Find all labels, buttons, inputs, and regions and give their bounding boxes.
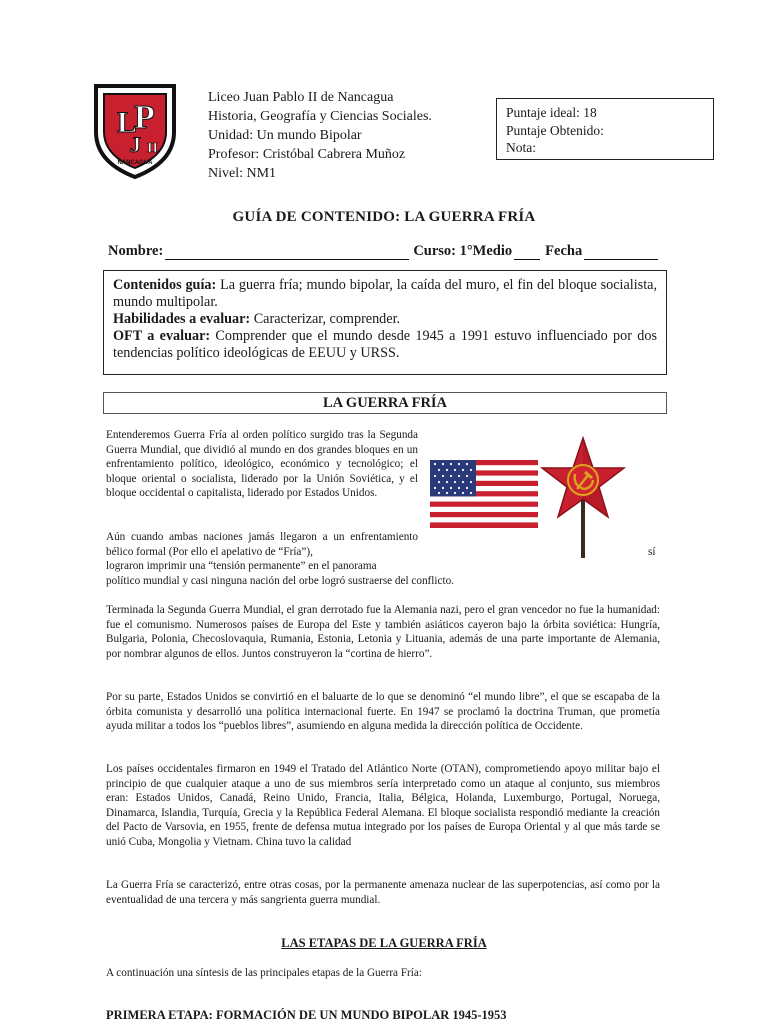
- svg-text:L: L: [117, 106, 138, 139]
- document-title: GUÍA DE CONTENIDO: LA GUERRA FRÍA: [232, 209, 536, 225]
- school-info: [208, 88, 432, 183]
- school-line: Profesor: Cristóbal Cabrera Muñoz: [208, 147, 406, 162]
- contents-label: Contenidos guía:: [113, 277, 217, 293]
- paragraph-definition: Entenderemos Guerra Fría al orden político surgido tras la Segunda Guerra Mundial, que dividió al mundo en dos grandes bloques en un enfrentamiento político, ideológico, económico y tecnológico; el bloque oriental o socialista, liderado por la Unión Soviética, y el bloque occidental o capitalista, liderado por Estados Unidos.: [106, 429, 418, 499]
- svg-text:II: II: [147, 141, 158, 156]
- contents-row: [113, 277, 657, 311]
- svg-text:J: J: [130, 132, 141, 157]
- svg-text:P: P: [134, 99, 155, 136]
- skills-label: Habilidades a evaluar:: [113, 311, 251, 327]
- oft-label: OFT a evaluar:: [113, 328, 211, 344]
- name-blank[interactable]: [165, 247, 409, 260]
- paragraph-nato: Los países occidentales firmaron en 1949 el Tratado del Atlántico Norte (OTAN), comprometiendo apoyo militar bajo el principio de que cualquier ataque a uno de sus miembros sería interpretado como un ataque al conjunto, sus miembros eran: Estados Unidos, Canadá, Reino Unido, Francia, Italia, Bélgica, Holanda, Luxemburgo, Portugal, Noruega, Dinamarca, Islandia, Turquía, Grecia y la República Federal Alemana. El bloque socialista respondió mediante la creación del Pacto de Varsovia, en 1955, frente de defensa mutua integrado por los países de Europa Oriental y al que más tarde se unió Cuba, Mongolia y Vietnam. China tuvo la calidad: [106, 763, 660, 848]
- course-label: Curso: 1°Medio: [413, 243, 513, 259]
- school-line: Nivel: NM1: [208, 166, 277, 181]
- name-label: Nombre:: [108, 243, 164, 259]
- soviet-star-image: [540, 436, 626, 560]
- school-line: Historia, Geografía y Ciencias Sociales.: [208, 109, 432, 124]
- paragraph-tension-c: político mundial y casi ninguna nación del orbe logró sustraerse del conflicto.: [106, 575, 454, 587]
- school-line: Liceo Juan Pablo II de Nancagua: [208, 90, 394, 105]
- skills-text: Caracterizar, comprender.: [250, 311, 401, 327]
- school-line: Unidad: Un mundo Bipolar: [208, 128, 362, 143]
- paragraph-tension-si: sí: [648, 546, 656, 558]
- oft-row: [113, 328, 657, 362]
- school-logo: [92, 80, 178, 180]
- objectives-box: [103, 270, 667, 375]
- paragraph-postwar: Terminada la Segunda Guerra Mundial, el gran derrotado fue la Alemania nazi, pero el gran vencedor no fue la humanidad: fue el comunismo. Numerosos países de Europa del Este y también asiáticos cayeron bajo la órbita soviética: Hungría, Bulgaria, Polonia, Checoslovaquia, Rumania, Estonia, Letonia y Lituania, además de una parte importante de Alemania, por nombrar algunos de ellos. Juntos construyeron la “cortina de hierro”.: [106, 604, 660, 660]
- paragraph-nuclear: La Guerra Fría se caracterizó, entre otras cosas, por la permanente amenaza nuclear de las superpotencias, así como por la eventualidad de una tercera y más sangrienta guerra mundial.: [106, 879, 660, 906]
- first-stage-heading: PRIMERA ETAPA: FORMACIÓN DE UN MUNDO BIPOLAR 1945-1953: [106, 1008, 507, 1022]
- logo-caption: NANCAGUA: [117, 160, 153, 166]
- score-box: [496, 98, 714, 160]
- grade: Nota:: [506, 140, 536, 155]
- section-title: LA GUERRA FRÍA: [103, 392, 667, 414]
- skills-row: [113, 311, 657, 328]
- usa-flag-image: [430, 460, 538, 528]
- ideal-score: Puntaje ideal: 18: [506, 105, 597, 120]
- date-blank[interactable]: [584, 247, 658, 260]
- date-label: Fecha: [545, 243, 583, 259]
- oft-text: Comprender que el mundo desde 1945 a 1991 estuvo influenciado por dos tendencias político ideológicas de EEUU y URSS.: [113, 328, 657, 361]
- course-blank[interactable]: [514, 247, 540, 260]
- paragraph-tension-a: Aún cuando ambas naciones jamás llegaron a un enfrentamiento bélico formal (Por ello el apelativo de “Fría”),: [106, 531, 418, 558]
- paragraph-usa: Por su parte, Estados Unidos se convirtió en el baluarte de lo que se denominó “el mundo libre”, el que se escapaba de la órbita comunista y desarrolló una política internacional fuerte. En 1947 se proclamó la doctrina Truman, que prometía ayuda militar a todos los “pueblos libres”, asumiendo en alguna medida la dirección política de Occidente.: [106, 691, 660, 732]
- stages-title: LAS ETAPAS DE LA GUERRA FRÍA: [281, 936, 487, 950]
- obtained-score: Puntaje Obtenido:: [506, 122, 604, 138]
- contents-text: La guerra fría; mundo bipolar, la caída del muro, el fin del bloque socialista, mundo multipolar.: [113, 277, 657, 310]
- student-form-line: [108, 243, 664, 260]
- paragraph-tension-b: lograron imprimir una “tensión permanente” en el panorama: [106, 560, 377, 572]
- stages-intro: A continuación una síntesis de las principales etapas de la Guerra Fría:: [106, 967, 422, 979]
